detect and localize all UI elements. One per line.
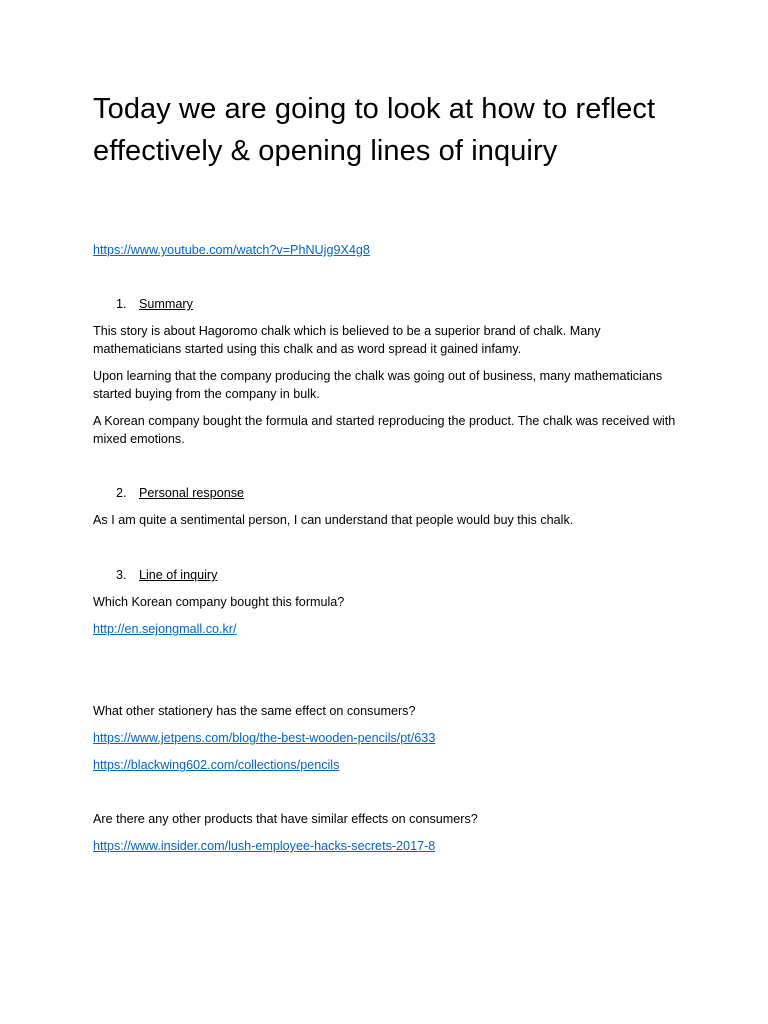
section-heading-line-of-inquiry [93, 566, 683, 584]
section-title: Line of inquiry [139, 568, 218, 582]
inquiry-question-3: Are there any other products that have similar effects on consumers? [93, 812, 478, 826]
section-title: Summary [139, 297, 193, 311]
section-heading-personal-response [93, 484, 683, 502]
section-heading-summary [93, 295, 683, 313]
section-number: 3. [116, 568, 127, 582]
section-number: 1. [116, 297, 127, 311]
inquiry-question-1: Which Korean company bought this formula? [93, 595, 345, 609]
summary-paragraph-2: Upon learning that the company producing the chalk was going out of business, many mathematicians started buying from the company in bulk. [93, 369, 663, 401]
inquiry-link-insider[interactable]: https://www.insider.com/lush-employee-hacks-secrets-2017-8 [93, 839, 436, 853]
inquiry-link-blackwing[interactable]: https://blackwing602.com/collections/pencils [93, 758, 340, 772]
section-title: Personal response [139, 486, 245, 500]
section-number: 2. [116, 486, 127, 500]
page-title: Today we are going to look at how to reflect effectively & opening lines of inquiry [93, 93, 656, 167]
summary-paragraph-1: This story is about Hagoromo chalk which is believed to be a superior brand of chalk. Many mathematicians started using this chalk and as word spread it gained infamy. [93, 324, 601, 356]
video-link[interactable]: https://www.youtube.com/watch?v=PhNUjg9X4g8 [93, 243, 370, 257]
summary-paragraph-3: A Korean company bought the formula and started reproducing the product. The chalk was received with mixed emotions. [93, 414, 676, 446]
document-page [93, 88, 683, 855]
inquiry-link-sejongmall[interactable]: http://en.sejongmall.co.kr/ [93, 622, 237, 636]
inquiry-link-jetpens[interactable]: https://www.jetpens.com/blog/the-best-wooden-pencils/pt/633 [93, 731, 436, 745]
personal-response-paragraph: As I am quite a sentimental person, I can understand that people would buy this chalk. [93, 513, 574, 527]
inquiry-question-2: What other stationery has the same effect on consumers? [93, 704, 416, 718]
